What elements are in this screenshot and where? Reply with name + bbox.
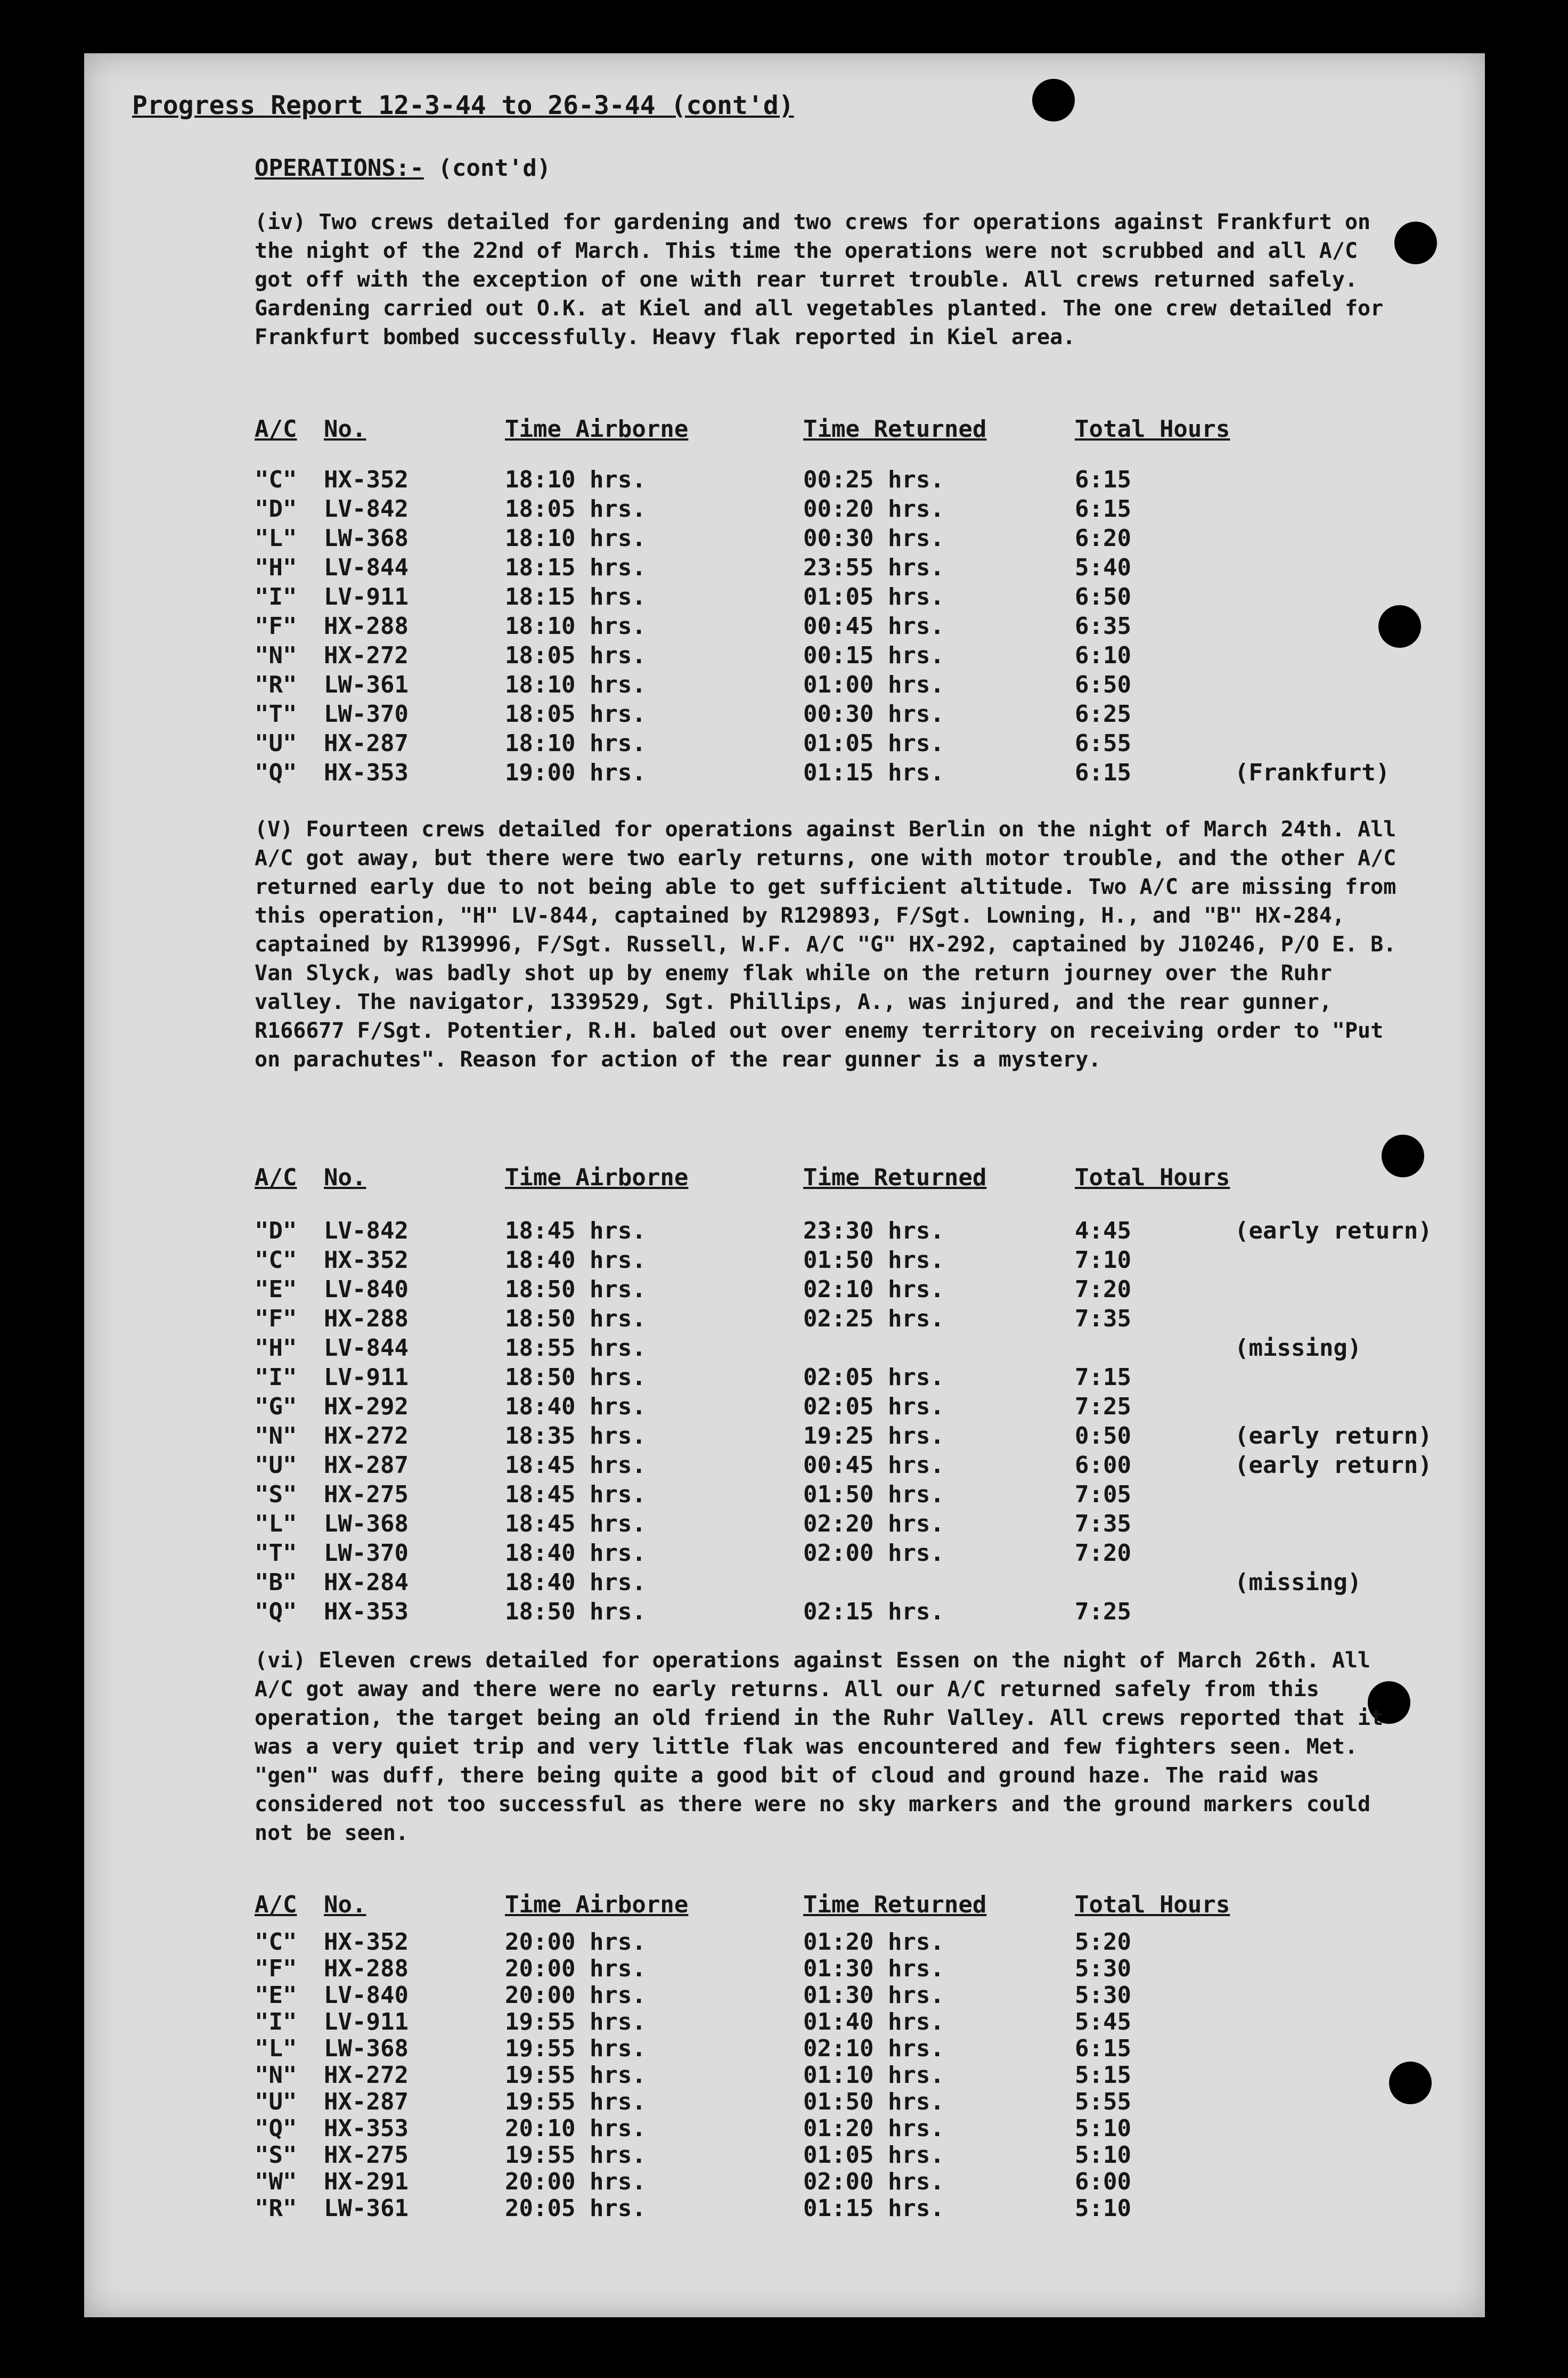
- document-page: [84, 53, 1485, 2317]
- cell-returned: 01:20 hrs.: [803, 2115, 944, 2142]
- cell-total: 5:30: [1075, 1955, 1131, 1982]
- column-header: Time Returned: [803, 1164, 987, 1191]
- cell-total: 7:35: [1075, 1305, 1131, 1332]
- cell-no: LV-911: [324, 1364, 409, 1391]
- cell-no: LV-911: [324, 2008, 409, 2035]
- cell-total: 0:50: [1075, 1422, 1131, 1449]
- paragraph-iv: (iv) Two crews detailed for gardening and two crews for operations against Frankfurt on the night of the 22nd of March. This time the operations were not scrubbed and all A/C got off with the exception of one with rear turret trouble. All crews returned safely. Gardening carried out O.K. at Kiel and all vegetables planted. The one crew detailed for Frankfurt bombed successfully. Heavy flak reported in Kiel area.: [255, 210, 1384, 349]
- punch-hole-1: [1032, 79, 1075, 121]
- cell-ac: "E": [255, 1982, 297, 2009]
- cell-ac: "T": [255, 701, 297, 728]
- cell-returned: 02:00 hrs.: [803, 2168, 944, 2195]
- table-row: [255, 1393, 1442, 1423]
- cell-airborne: 18:55 hrs.: [505, 1334, 646, 1362]
- table-row: [255, 1217, 1442, 1247]
- cell-no: LW-368: [324, 525, 409, 552]
- cell-returned: 02:10 hrs.: [803, 2035, 944, 2062]
- cell-airborne: 20:00 hrs.: [505, 2168, 646, 2195]
- cell-total: 5:15: [1075, 2062, 1131, 2089]
- table-row: [255, 2195, 1442, 2225]
- report-header: Progress Report 12-3-44 to 26-3-44 (cont'd): [132, 91, 794, 120]
- cell-total: 7:25: [1075, 1393, 1131, 1420]
- cell-total: 5:20: [1075, 1928, 1131, 1956]
- cell-total: 6:50: [1075, 583, 1131, 610]
- cell-no: LV-842: [324, 1217, 409, 1244]
- cell-airborne: 19:55 hrs.: [505, 2035, 646, 2062]
- table-row: [255, 1334, 1442, 1364]
- cell-no: HX-352: [324, 1928, 409, 1956]
- cell-total: 6:20: [1075, 525, 1131, 552]
- cell-total: 6:00: [1075, 1452, 1131, 1479]
- cell-returned: 01:40 hrs.: [803, 2008, 944, 2035]
- cell-ac: "R": [255, 671, 297, 698]
- cell-total: 7:05: [1075, 1481, 1131, 1508]
- table-row: [255, 583, 1442, 613]
- column-header: No.: [324, 1891, 366, 1918]
- cell-ac: "I": [255, 2008, 297, 2035]
- cell-total: 7:35: [1075, 1510, 1131, 1537]
- column-header: Time Airborne: [505, 1891, 689, 1918]
- cell-airborne: 18:05 hrs.: [505, 642, 646, 669]
- cell-airborne: 18:45 hrs.: [505, 1481, 646, 1508]
- table-row: [255, 1510, 1442, 1540]
- cell-ac: "L": [255, 1510, 297, 1537]
- cell-no: HX-275: [324, 2141, 409, 2169]
- cell-airborne: 18:40 hrs.: [505, 1569, 646, 1596]
- cell-returned: 01:15 hrs.: [803, 2195, 944, 2222]
- cell-total: 7:15: [1075, 1364, 1131, 1391]
- cell-airborne: 20:00 hrs.: [505, 1955, 646, 1982]
- cell-no: HX-275: [324, 1481, 409, 1508]
- cell-note: (missing): [1235, 1334, 1362, 1362]
- cell-airborne: 18:15 hrs.: [505, 583, 646, 610]
- cell-no: LW-361: [324, 671, 409, 698]
- cell-ac: "C": [255, 1928, 297, 1956]
- cell-ac: "C": [255, 1247, 297, 1274]
- table-row: [255, 671, 1442, 701]
- cell-no: LV-911: [324, 583, 409, 610]
- cell-returned: 00:25 hrs.: [803, 466, 944, 493]
- cell-total: 6:10: [1075, 642, 1131, 669]
- paragraph-v: (V) Fourteen crews detailed for operations against Berlin on the night of March 24th. All A/C got away, but there were two early returns, one with motor trouble, and the other A/C returned early due to not being able to get sufficient altitude. Two A/C are missing from this operation, "H" LV-844, captained by R129893, F/Sgt. Lowning, H., and "B" HX-284, captained by R139996, F/Sgt. Russell, W.F. A/C "G" HX-292, captained by J10246, P/O E. B. Van Slyck, was badly shot up by enemy flak while on the return journey over the Ruhr valley. The navigator, 1339529, Sgt. Phillips, A., was injured, and the rear gunner, R166677 F/Sgt. Potentier, R.H. baled out over enemy territory on receiving order to "Put on parachutes". Reason for action of the rear gunner is a mystery.: [255, 817, 1396, 1072]
- table-row: [255, 1955, 1442, 1985]
- cell-returned: 00:45 hrs.: [803, 613, 944, 640]
- cell-airborne: 20:00 hrs.: [505, 1928, 646, 1956]
- table-header-row: [255, 1891, 1442, 1921]
- cell-ac: "U": [255, 2088, 297, 2115]
- cell-no: HX-288: [324, 613, 409, 640]
- cell-ac: "S": [255, 1481, 297, 1508]
- table-row: [255, 1540, 1442, 1569]
- cell-total: 6:50: [1075, 671, 1131, 698]
- column-header: Time Airborne: [505, 1164, 689, 1191]
- cell-no: HX-288: [324, 1305, 409, 1332]
- cell-total: 6:15: [1075, 2035, 1131, 2062]
- cell-airborne: 19:55 hrs.: [505, 2062, 646, 2089]
- cell-total: 5:55: [1075, 2088, 1131, 2115]
- table-row: [255, 1598, 1442, 1628]
- table-row: [255, 1481, 1442, 1511]
- column-header: A/C: [255, 1164, 297, 1191]
- cell-total: 4:45: [1075, 1217, 1131, 1244]
- cell-ac: "R": [255, 2195, 297, 2222]
- cell-no: LW-361: [324, 2195, 409, 2222]
- cell-returned: 01:50 hrs.: [803, 1481, 944, 1508]
- cell-ac: "F": [255, 1955, 297, 1982]
- cell-airborne: 19:55 hrs.: [505, 2141, 646, 2169]
- cell-returned: 01:00 hrs.: [803, 671, 944, 698]
- cell-airborne: 20:10 hrs.: [505, 2115, 646, 2142]
- cell-returned: 02:15 hrs.: [803, 1598, 944, 1625]
- table-row: [255, 642, 1442, 672]
- cell-airborne: 18:10 hrs.: [505, 466, 646, 493]
- cell-ac: "D": [255, 1217, 297, 1244]
- cell-note: (early return): [1235, 1422, 1432, 1449]
- cell-no: LV-842: [324, 495, 409, 523]
- cell-airborne: 18:05 hrs.: [505, 701, 646, 728]
- cell-no: LV-844: [324, 554, 409, 581]
- cell-total: 7:10: [1075, 1247, 1131, 1274]
- cell-total: 6:15: [1075, 495, 1131, 523]
- cell-airborne: 19:55 hrs.: [505, 2008, 646, 2035]
- cell-no: HX-287: [324, 730, 409, 757]
- table-header-row: [255, 416, 1442, 445]
- cell-airborne: 18:35 hrs.: [505, 1422, 646, 1449]
- table-row: [255, 1982, 1442, 2011]
- cell-airborne: 19:00 hrs.: [505, 759, 646, 786]
- cell-ac: "Q": [255, 1598, 297, 1625]
- cell-airborne: 18:50 hrs.: [505, 1305, 646, 1332]
- cell-total: 5:10: [1075, 2195, 1131, 2222]
- cell-airborne: 18:10 hrs.: [505, 613, 646, 640]
- cell-ac: "F": [255, 1305, 297, 1332]
- cell-ac: "L": [255, 525, 297, 552]
- table-row: [255, 1364, 1442, 1394]
- cell-no: HX-272: [324, 1422, 409, 1449]
- cell-airborne: 18:50 hrs.: [505, 1598, 646, 1625]
- operations-cont: (cont'd): [438, 154, 551, 182]
- cell-airborne: 20:05 hrs.: [505, 2195, 646, 2222]
- cell-no: HX-287: [324, 2088, 409, 2115]
- cell-ac: "B": [255, 1569, 297, 1596]
- table-row: [255, 2168, 1442, 2198]
- cell-returned: 01:30 hrs.: [803, 1982, 944, 2009]
- cell-airborne: 18:40 hrs.: [505, 1393, 646, 1420]
- cell-total: 5:10: [1075, 2115, 1131, 2142]
- column-header: Time Returned: [803, 1891, 987, 1918]
- cell-returned: 02:10 hrs.: [803, 1276, 944, 1303]
- table-row: [255, 525, 1442, 555]
- cell-returned: 00:30 hrs.: [803, 525, 944, 552]
- cell-no: LV-844: [324, 1334, 409, 1362]
- cell-returned: 00:15 hrs.: [803, 642, 944, 669]
- cell-total: 5:30: [1075, 1982, 1131, 2009]
- cell-returned: 01:05 hrs.: [803, 730, 944, 757]
- cell-note: (early return): [1235, 1452, 1432, 1479]
- cell-ac: "I": [255, 583, 297, 610]
- cell-no: LW-368: [324, 1510, 409, 1537]
- table-row: [255, 1928, 1442, 1958]
- cell-airborne: 18:15 hrs.: [505, 554, 646, 581]
- column-header: Time Returned: [803, 416, 987, 443]
- cell-airborne: 18:10 hrs.: [505, 671, 646, 698]
- cell-ac: "Q": [255, 2115, 297, 2142]
- cell-total: 6:35: [1075, 613, 1131, 640]
- cell-total: 7:20: [1075, 1276, 1131, 1303]
- cell-returned: 01:30 hrs.: [803, 1955, 944, 1982]
- cell-returned: 01:05 hrs.: [803, 2141, 944, 2169]
- cell-total: 5:45: [1075, 2008, 1131, 2035]
- table-row: [255, 554, 1442, 584]
- cell-airborne: 19:55 hrs.: [505, 2088, 646, 2115]
- cell-ac: "H": [255, 1334, 297, 1362]
- cell-ac: "N": [255, 642, 297, 669]
- cell-no: HX-284: [324, 1569, 409, 1596]
- cell-note: (missing): [1235, 1569, 1362, 1596]
- cell-airborne: 18:05 hrs.: [505, 495, 646, 523]
- cell-ac: "I": [255, 1364, 297, 1391]
- operations-heading: [255, 154, 551, 182]
- table-row: [255, 2088, 1442, 2118]
- cell-returned: 00:20 hrs.: [803, 495, 944, 523]
- cell-returned: 02:20 hrs.: [803, 1510, 944, 1537]
- cell-returned: 01:20 hrs.: [803, 1928, 944, 1956]
- table-row: [255, 1247, 1442, 1276]
- table-row: [255, 2035, 1442, 2065]
- cell-total: 6:25: [1075, 701, 1131, 728]
- cell-airborne: 18:45 hrs.: [505, 1452, 646, 1479]
- cell-returned: 00:45 hrs.: [803, 1452, 944, 1479]
- column-header: A/C: [255, 1891, 297, 1918]
- cell-no: HX-352: [324, 466, 409, 493]
- cell-total: 5:10: [1075, 2141, 1131, 2169]
- cell-airborne: 18:50 hrs.: [505, 1276, 646, 1303]
- cell-airborne: 18:50 hrs.: [505, 1364, 646, 1391]
- cell-no: LW-370: [324, 1540, 409, 1567]
- cell-ac: "H": [255, 554, 297, 581]
- table-header-row: [255, 1164, 1442, 1194]
- cell-no: HX-352: [324, 1247, 409, 1274]
- cell-note: (early return): [1235, 1217, 1432, 1244]
- table-row: [255, 1569, 1442, 1599]
- column-header: No.: [324, 416, 366, 443]
- cell-airborne: 18:10 hrs.: [505, 525, 646, 552]
- cell-no: HX-287: [324, 1452, 409, 1479]
- cell-ac: "N": [255, 2062, 297, 2089]
- cell-ac: "L": [255, 2035, 297, 2062]
- cell-returned: 23:55 hrs.: [803, 554, 944, 581]
- table-row: [255, 759, 1442, 789]
- cell-ac: "W": [255, 2168, 297, 2195]
- cell-no: HX-353: [324, 759, 409, 786]
- column-header: Total Hours: [1075, 1164, 1230, 1191]
- table-row: [255, 466, 1442, 496]
- cell-returned: 01:05 hrs.: [803, 583, 944, 610]
- cell-total: 6:55: [1075, 730, 1131, 757]
- column-header: No.: [324, 1164, 366, 1191]
- cell-no: LW-368: [324, 2035, 409, 2062]
- cell-returned: 00:30 hrs.: [803, 701, 944, 728]
- cell-total: 5:40: [1075, 554, 1131, 581]
- cell-ac: "U": [255, 730, 297, 757]
- cell-returned: 01:15 hrs.: [803, 759, 944, 786]
- column-header: A/C: [255, 416, 297, 443]
- cell-no: LW-370: [324, 701, 409, 728]
- paragraph-vi: (vi) Eleven crews detailed for operations against Essen on the night of March 26th. All A/C got away and there were no early returns. All our A/C returned safely from this operation, the target being an old friend in the Ruhr Valley. All crews reported that it was a very quiet trip and very little flak was encountered and few fighters seen. Met. "gen" was duff, there being quite a good bit of cloud and ground haze. The raid was considered not too successful as there were no sky markers and the ground markers could not be seen.: [255, 1648, 1384, 1845]
- cell-no: HX-292: [324, 1393, 409, 1420]
- cell-returned: 01:50 hrs.: [803, 1247, 944, 1274]
- cell-no: LV-840: [324, 1982, 409, 2009]
- cell-no: HX-288: [324, 1955, 409, 1982]
- cell-ac: "Q": [255, 759, 297, 786]
- table-row: [255, 2008, 1442, 2038]
- punch-hole-2: [1394, 222, 1437, 264]
- cell-total: 6:15: [1075, 759, 1131, 786]
- cell-total: 6:00: [1075, 2168, 1131, 2195]
- table-row: [255, 1305, 1442, 1335]
- cell-returned: 23:30 hrs.: [803, 1217, 944, 1244]
- table-row: [255, 701, 1442, 730]
- cell-ac: "C": [255, 466, 297, 493]
- cell-ac: "S": [255, 2141, 297, 2169]
- table-row: [255, 2115, 1442, 2145]
- table-row: [255, 1276, 1442, 1306]
- column-header: Total Hours: [1075, 416, 1230, 443]
- cell-ac: "T": [255, 1540, 297, 1567]
- cell-returned: 02:05 hrs.: [803, 1393, 944, 1420]
- cell-total: 7:25: [1075, 1598, 1131, 1625]
- table-row: [255, 1452, 1442, 1481]
- cell-returned: 02:05 hrs.: [803, 1364, 944, 1391]
- table-row: [255, 2141, 1442, 2171]
- cell-no: HX-353: [324, 1598, 409, 1625]
- cell-airborne: 20:00 hrs.: [505, 1982, 646, 2009]
- cell-airborne: 18:10 hrs.: [505, 730, 646, 757]
- cell-airborne: 18:40 hrs.: [505, 1247, 646, 1274]
- table-row: [255, 613, 1442, 642]
- cell-returned: 02:25 hrs.: [803, 1305, 944, 1332]
- cell-ac: "N": [255, 1422, 297, 1449]
- cell-no: LV-840: [324, 1276, 409, 1303]
- operations-label: OPERATIONS:-: [255, 154, 424, 182]
- cell-airborne: 18:45 hrs.: [505, 1510, 646, 1537]
- cell-ac: "E": [255, 1276, 297, 1303]
- cell-ac: "D": [255, 495, 297, 523]
- column-header: Time Airborne: [505, 416, 689, 443]
- cell-no: HX-272: [324, 642, 409, 669]
- cell-airborne: 18:45 hrs.: [505, 1217, 646, 1244]
- table-row: [255, 1422, 1442, 1452]
- table-row: [255, 730, 1442, 760]
- cell-no: HX-353: [324, 2115, 409, 2142]
- cell-returned: 02:00 hrs.: [803, 1540, 944, 1567]
- cell-note: (Frankfurt): [1235, 759, 1390, 786]
- cell-no: HX-291: [324, 2168, 409, 2195]
- cell-returned: 19:25 hrs.: [803, 1422, 944, 1449]
- cell-total: 7:20: [1075, 1540, 1131, 1567]
- cell-airborne: 18:40 hrs.: [505, 1540, 646, 1567]
- cell-total: 6:15: [1075, 466, 1131, 493]
- cell-no: HX-272: [324, 2062, 409, 2089]
- cell-ac: "G": [255, 1393, 297, 1420]
- cell-returned: 01:10 hrs.: [803, 2062, 944, 2089]
- cell-returned: 01:50 hrs.: [803, 2088, 944, 2115]
- cell-ac: "F": [255, 613, 297, 640]
- cell-ac: "U": [255, 1452, 297, 1479]
- column-header: Total Hours: [1075, 1891, 1230, 1918]
- table-row: [255, 2062, 1442, 2091]
- table-row: [255, 495, 1442, 525]
